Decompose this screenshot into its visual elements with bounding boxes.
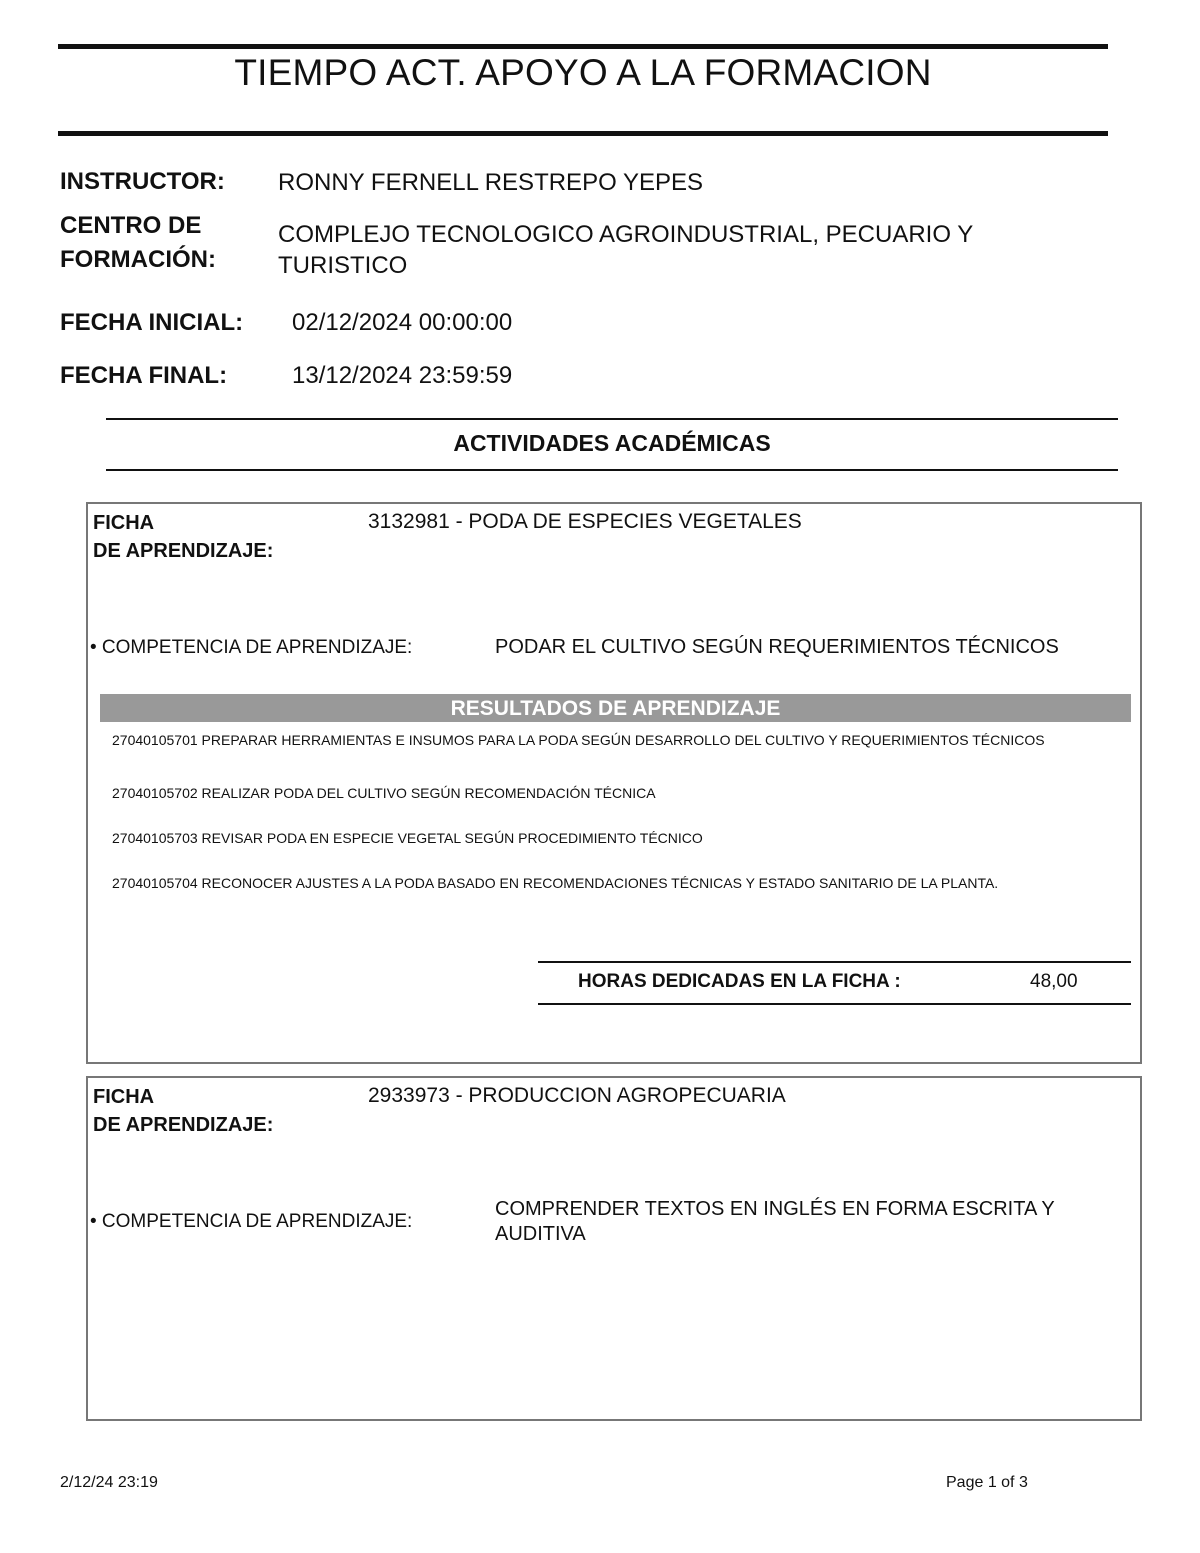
- resultados-header: RESULTADOS DE APRENDIZAJE: [100, 694, 1131, 722]
- title-bottom-rule: [58, 131, 1108, 136]
- ficha-card: [86, 1076, 1142, 1421]
- resultado-item: 27040105704 RECONOCER AJUSTES A LA PODA BASADO EN RECOMENDACIONES TÉCNICAS Y ESTADO SANITARIO DE LA PLANTA.: [112, 875, 999, 891]
- resultado-item: 27040105701 PREPARAR HERRAMIENTAS E INSUMOS PARA LA PODA SEGÚN DESARROLLO DEL CULTIVO Y REQUERIMIENTOS TÉCNICOS: [112, 732, 1045, 748]
- ficha-card: [86, 502, 1142, 1064]
- ficha-label-line1: FICHA: [93, 512, 155, 534]
- horas-label: HORAS DEDICADAS EN LA FICHA :: [578, 971, 901, 992]
- footer-page-number: Page 1 of 3: [946, 1474, 1028, 1491]
- fecha-final-label: FECHA FINAL:: [60, 362, 228, 389]
- footer-datetime: 2/12/24 23:19: [60, 1474, 158, 1491]
- ficha-value: 2933973 - PRODUCCION AGROPECUARIA: [368, 1084, 786, 1107]
- section-bottom-rule: [106, 469, 1118, 471]
- centro-label-line2: FORMACIÓN:: [60, 246, 216, 273]
- competencia-value-line2: AUDITIVA: [495, 1223, 586, 1245]
- resultado-item: 27040105703 REVISAR PODA EN ESPECIE VEGETAL SEGÚN PROCEDIMIENTO TÉCNICO: [112, 830, 703, 846]
- fecha-final-value: 13/12/2024 23:59:59: [292, 362, 513, 389]
- competencia-label: • COMPETENCIA DE APRENDIZAJE:: [90, 1211, 413, 1232]
- resultado-item: 27040105702 REALIZAR PODA DEL CULTIVO SEGÚN RECOMENDACIÓN TÉCNICA: [112, 785, 656, 801]
- fecha-inicial-value: 02/12/2024 00:00:00: [292, 309, 513, 336]
- page-title: TIEMPO ACT. APOYO A LA FORMACION: [234, 52, 932, 93]
- horas-summary: [538, 961, 1131, 1005]
- instructor-label: INSTRUCTOR:: [60, 168, 225, 195]
- ficha-label-line2: DE APRENDIZAJE:: [93, 1114, 274, 1136]
- section-top-rule: [106, 418, 1118, 420]
- centro-label-line1: CENTRO DE: [60, 212, 202, 239]
- centro-value-line2: TURISTICO: [278, 252, 408, 279]
- title-top-rule: [58, 44, 1108, 49]
- ficha-label-line2: DE APRENDIZAJE:: [93, 540, 274, 562]
- section-title: ACTIVIDADES ACADÉMICAS: [453, 430, 771, 456]
- competencia-value: PODAR EL CULTIVO SEGÚN REQUERIMIENTOS TÉCNICOS: [495, 636, 1059, 658]
- competencia-label: • COMPETENCIA DE APRENDIZAJE:: [90, 637, 413, 658]
- ficha-value: 3132981 - PODA DE ESPECIES VEGETALES: [368, 510, 802, 533]
- instructor-value: RONNY FERNELL RESTREPO YEPES: [278, 169, 704, 196]
- ficha-label-line1: FICHA: [93, 1086, 155, 1108]
- fecha-inicial-label: FECHA INICIAL:: [60, 309, 244, 336]
- horas-value: 48,00: [1030, 971, 1078, 992]
- centro-value-line1: COMPLEJO TECNOLOGICO AGROINDUSTRIAL, PECUARIO Y: [278, 221, 974, 248]
- competencia-value-line1: COMPRENDER TEXTOS EN INGLÉS EN FORMA ESCRITA Y: [495, 1198, 1055, 1220]
